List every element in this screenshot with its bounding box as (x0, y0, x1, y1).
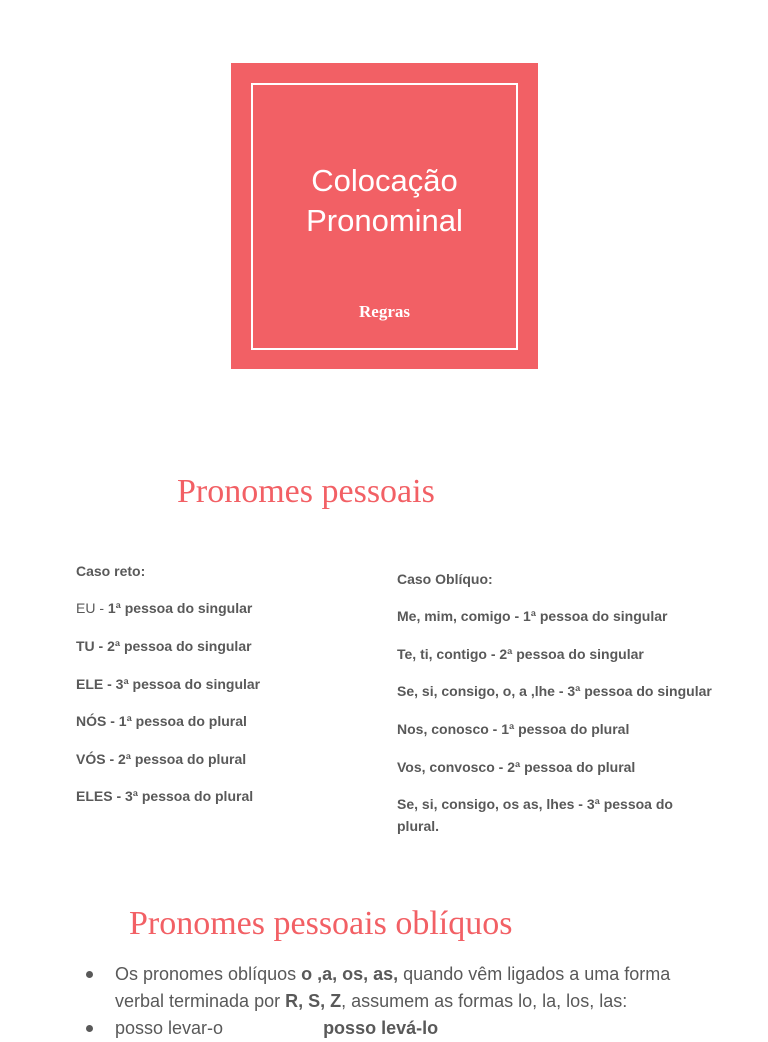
cover-title-line1: Colocação (311, 163, 458, 198)
pronoun: NÓS - (76, 713, 115, 729)
list-item-continuation: plural. (397, 818, 440, 834)
pronoun: TU - (76, 638, 104, 654)
pronoun-desc: 3ª pessoa do plural (125, 788, 254, 804)
list-item: Vos, convosco - 2ª pessoa do plural (397, 759, 636, 775)
pronoun-desc: 3ª pessoa do singular (115, 676, 261, 692)
pronoun: VÓS - (76, 751, 115, 767)
bullet-text: Os pronomes oblíquos (115, 964, 302, 984)
list-item (76, 713, 247, 729)
cover-card (231, 63, 538, 369)
bullet-bold: o ,a, os, as, (301, 964, 399, 984)
bullet-bold: posso levá-lo (323, 1018, 439, 1038)
pronoun: EU - (76, 600, 104, 616)
list-item (76, 751, 246, 767)
list-item: Se, si, consigo, os as, lhes - 3ª pessoa do (397, 796, 673, 812)
pronoun-desc: 1ª pessoa do plural (118, 713, 247, 729)
cover-subtitle: Regras (359, 302, 410, 321)
list-item: Me, mim, comigo - 1ª pessoa do singular (397, 608, 668, 624)
pronoun-desc: 1ª pessoa do singular (107, 600, 253, 616)
pronoun: ELE - (76, 676, 112, 692)
section-heading-pronomes-pessoais: Pronomes pessoais (177, 473, 435, 510)
list-item (76, 638, 252, 654)
bullet-text: posso levar-o (115, 1018, 224, 1038)
caso-reto-header: Caso reto: (76, 563, 146, 579)
list-item: Nos, conosco - 1ª pessoa do plural (397, 721, 630, 737)
section-heading-pronomes-obliquos: Pronomes pessoais oblíquos (129, 905, 513, 942)
bullet-text: quando vêm ligados a uma forma verbal terminada por (115, 964, 671, 1011)
bullet-list (86, 961, 686, 1042)
caso-obliquo-header: Caso Oblíquo: (397, 571, 493, 587)
cover-title-line2: Pronominal (306, 203, 463, 238)
pronoun-desc: 2ª pessoa do singular (107, 638, 252, 654)
list-item: Te, ti, contigo - 2ª pessoa do singular (397, 646, 644, 662)
list-item (76, 676, 260, 692)
bullet-bold: R, S, Z (285, 991, 342, 1011)
list-item (76, 788, 253, 804)
list-item: Se, si, consigo, o, a ,lhe - 3ª pessoa do singular (397, 683, 712, 699)
list-item (76, 600, 252, 616)
bullet-text: , assumem as formas lo, la, los, las: (341, 991, 628, 1011)
bullet-item (86, 1015, 686, 1042)
pronoun: ELES - (76, 788, 122, 804)
bullet-item (86, 961, 686, 1015)
cover-title (231, 161, 538, 241)
pronoun-desc: 2ª pessoa do plural (118, 751, 247, 767)
